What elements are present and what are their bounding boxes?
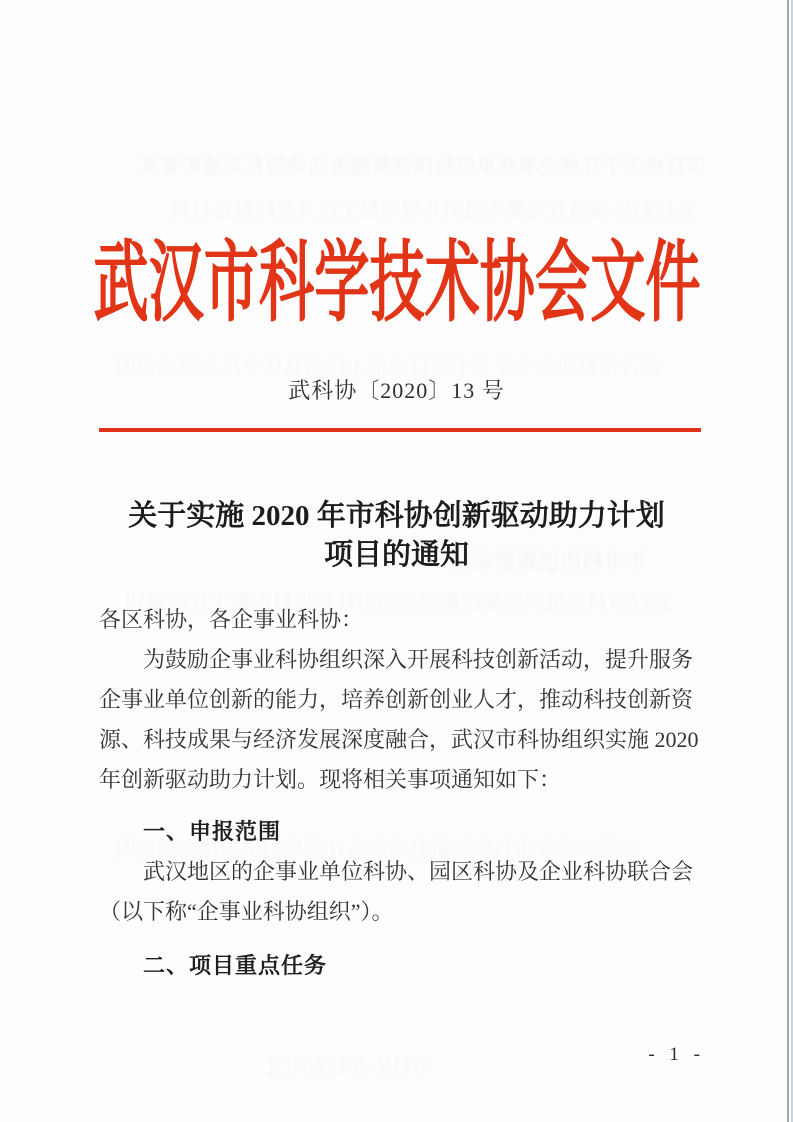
body-line: 为鼓励企事业科协组织深入开展科技创新活动，提升服务 — [143, 647, 694, 672]
red-divider-line — [99, 428, 701, 432]
body-line: 年创新驱动助力计划。现将相关事项通知如下： — [99, 767, 562, 792]
document-number: 武科协〔2020〕13 号 — [288, 378, 505, 403]
notice-title — [0, 497, 793, 575]
bleed-through-artifact: 武汉市科协组织实施创新驱动助力计划项目申报工作的通知 — [125, 590, 671, 614]
body-line: 武汉地区的企事业单位科协、园区科协及企业科协联合会 — [143, 859, 694, 884]
body-line: （以下称“企事业科协组织”）。 — [99, 899, 394, 924]
notice-title-line1: 关于实施 2020 年市科协创新驱动助力计划 — [128, 500, 665, 532]
body-line: 源、科技成果与经济发展深度融合，武汉市科协组织实施 2020 — [99, 727, 699, 752]
letterhead — [0, 229, 793, 332]
bleed-through-artifact: 各区科协按照有关要求组织开展申报工作并及时报送材料 — [170, 198, 695, 222]
salutation: 各区科协，各企事业科协： — [99, 607, 364, 632]
bleed-through-artifact: 二〇二〇年市科协创新驱动助力计划项目申报指南的说明 — [115, 837, 640, 861]
bleed-through-artifact: 市科协办公室印发 — [265, 1054, 433, 1078]
bleed-through-artifact: 年市科协创新驱动助 — [450, 549, 649, 574]
page-number: - 1 - — [648, 1044, 705, 1065]
scan-page-edge — [787, 0, 789, 1122]
body-line: 企事业单位创新的能力，培养创新创业人才，推动科技创新资 — [99, 687, 694, 712]
notice-title-line2: 项目的通知 — [323, 539, 469, 571]
section-heading-1: 一、申报范围 — [143, 819, 282, 844]
section-heading-2: 二、项目重点任务 — [143, 953, 328, 978]
document-body — [99, 600, 703, 986]
bleed-through-artifact: 武汉市科协办公室关于项目申报工作的具体安排和要求说明 — [115, 356, 661, 380]
bleed-through-artifact: 市科协关于开展企事业单位科技创新服务活动的有关通知要求 — [140, 154, 707, 178]
letterhead-title: 武汉市科学技术协会文件 — [92, 234, 701, 332]
